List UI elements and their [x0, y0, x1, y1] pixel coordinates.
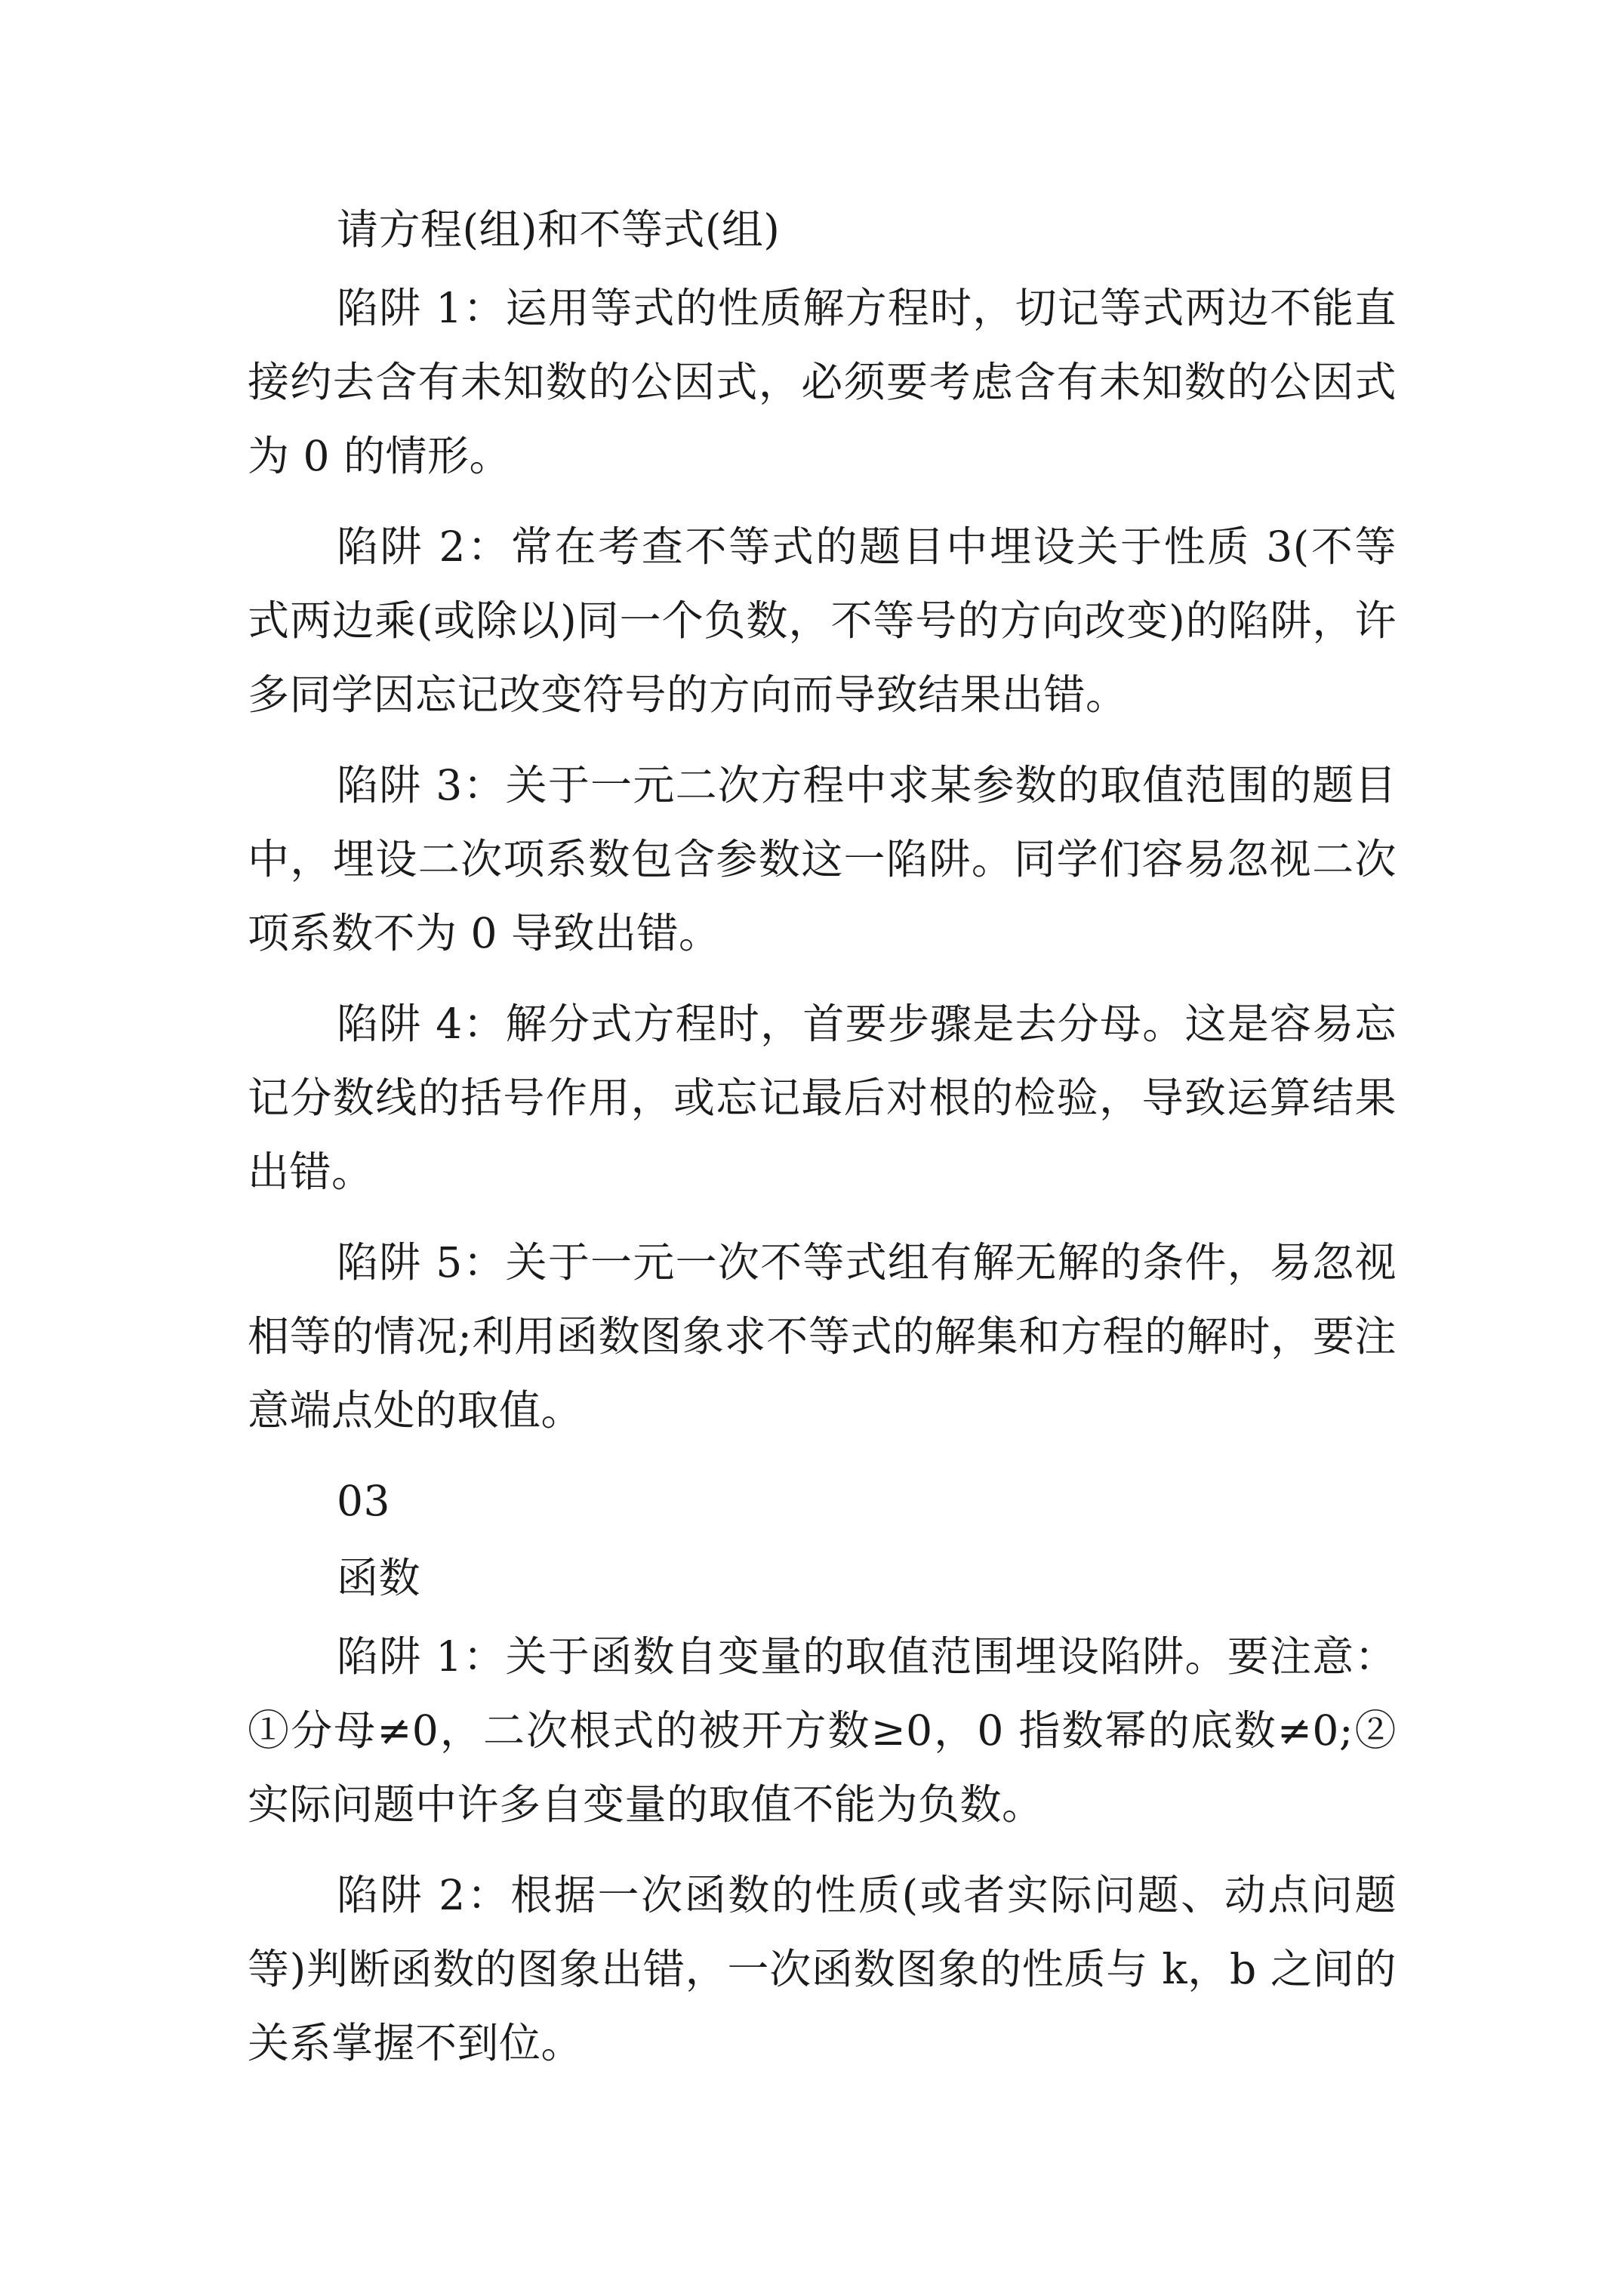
- paragraph-pitfall-1: 陷阱 1：运用等式的性质解方程时，切记等式两边不能直接约去含有未知数的公因式，必须要考虑含有未知数的公因式为 0 的情形。: [248, 284, 1397, 480]
- paragraph-pitfall-5: 陷阱 5：关于一元一次不等式组有解无解的条件，易忽视相等的情况;利用函数图象求不等式的解集和方程的解时，要注意端点处的取值。: [248, 1238, 1397, 1435]
- paragraph-pitfall-2: 陷阱 2：常在考查不等式的题目中埋设关于性质 3(不等式两边乘(或除以)同一个负数，不等号的方向改变)的陷阱，许多同学因忘记改变符号的方向而导致结果出错。: [248, 522, 1397, 719]
- paragraph-pitfall-4: 陷阱 4：解分式方程时，首要步骤是去分母。这是容易忘记分数线的括号作用，或忘记最后对根的检验，导致运算结果出错。: [248, 1000, 1397, 1196]
- section-title-functions: 函数: [337, 1554, 421, 1602]
- document-body: [248, 193, 1397, 2097]
- paragraph-function-pitfall-2: 陷阱 2：根据一次函数的性质(或者实际问题、动点问题等)判断函数的图象出错，一次函数图象的性质与 k，b 之间的关系掌握不到位。: [248, 1871, 1397, 2067]
- section-title: 请方程(组)和不等式(组): [337, 205, 781, 254]
- paragraph-pitfall-3: 陷阱 3：关于一元二次方程中求某参数的取值范围的题目中，埋设二次项系数包含参数这一陷阱。同学们容易忽视二次项系数不为 0 导致出错。: [248, 761, 1397, 957]
- section-number: 03: [337, 1477, 390, 1525]
- paragraph-function-pitfall-1: 陷阱 1：关于函数自变量的取值范围埋设陷阱。要注意：①分母≠0，二次根式的被开方数≥0，0 指数幂的底数≠0;②实际问题中许多自变量的取值不能为负数。: [248, 1632, 1397, 1829]
